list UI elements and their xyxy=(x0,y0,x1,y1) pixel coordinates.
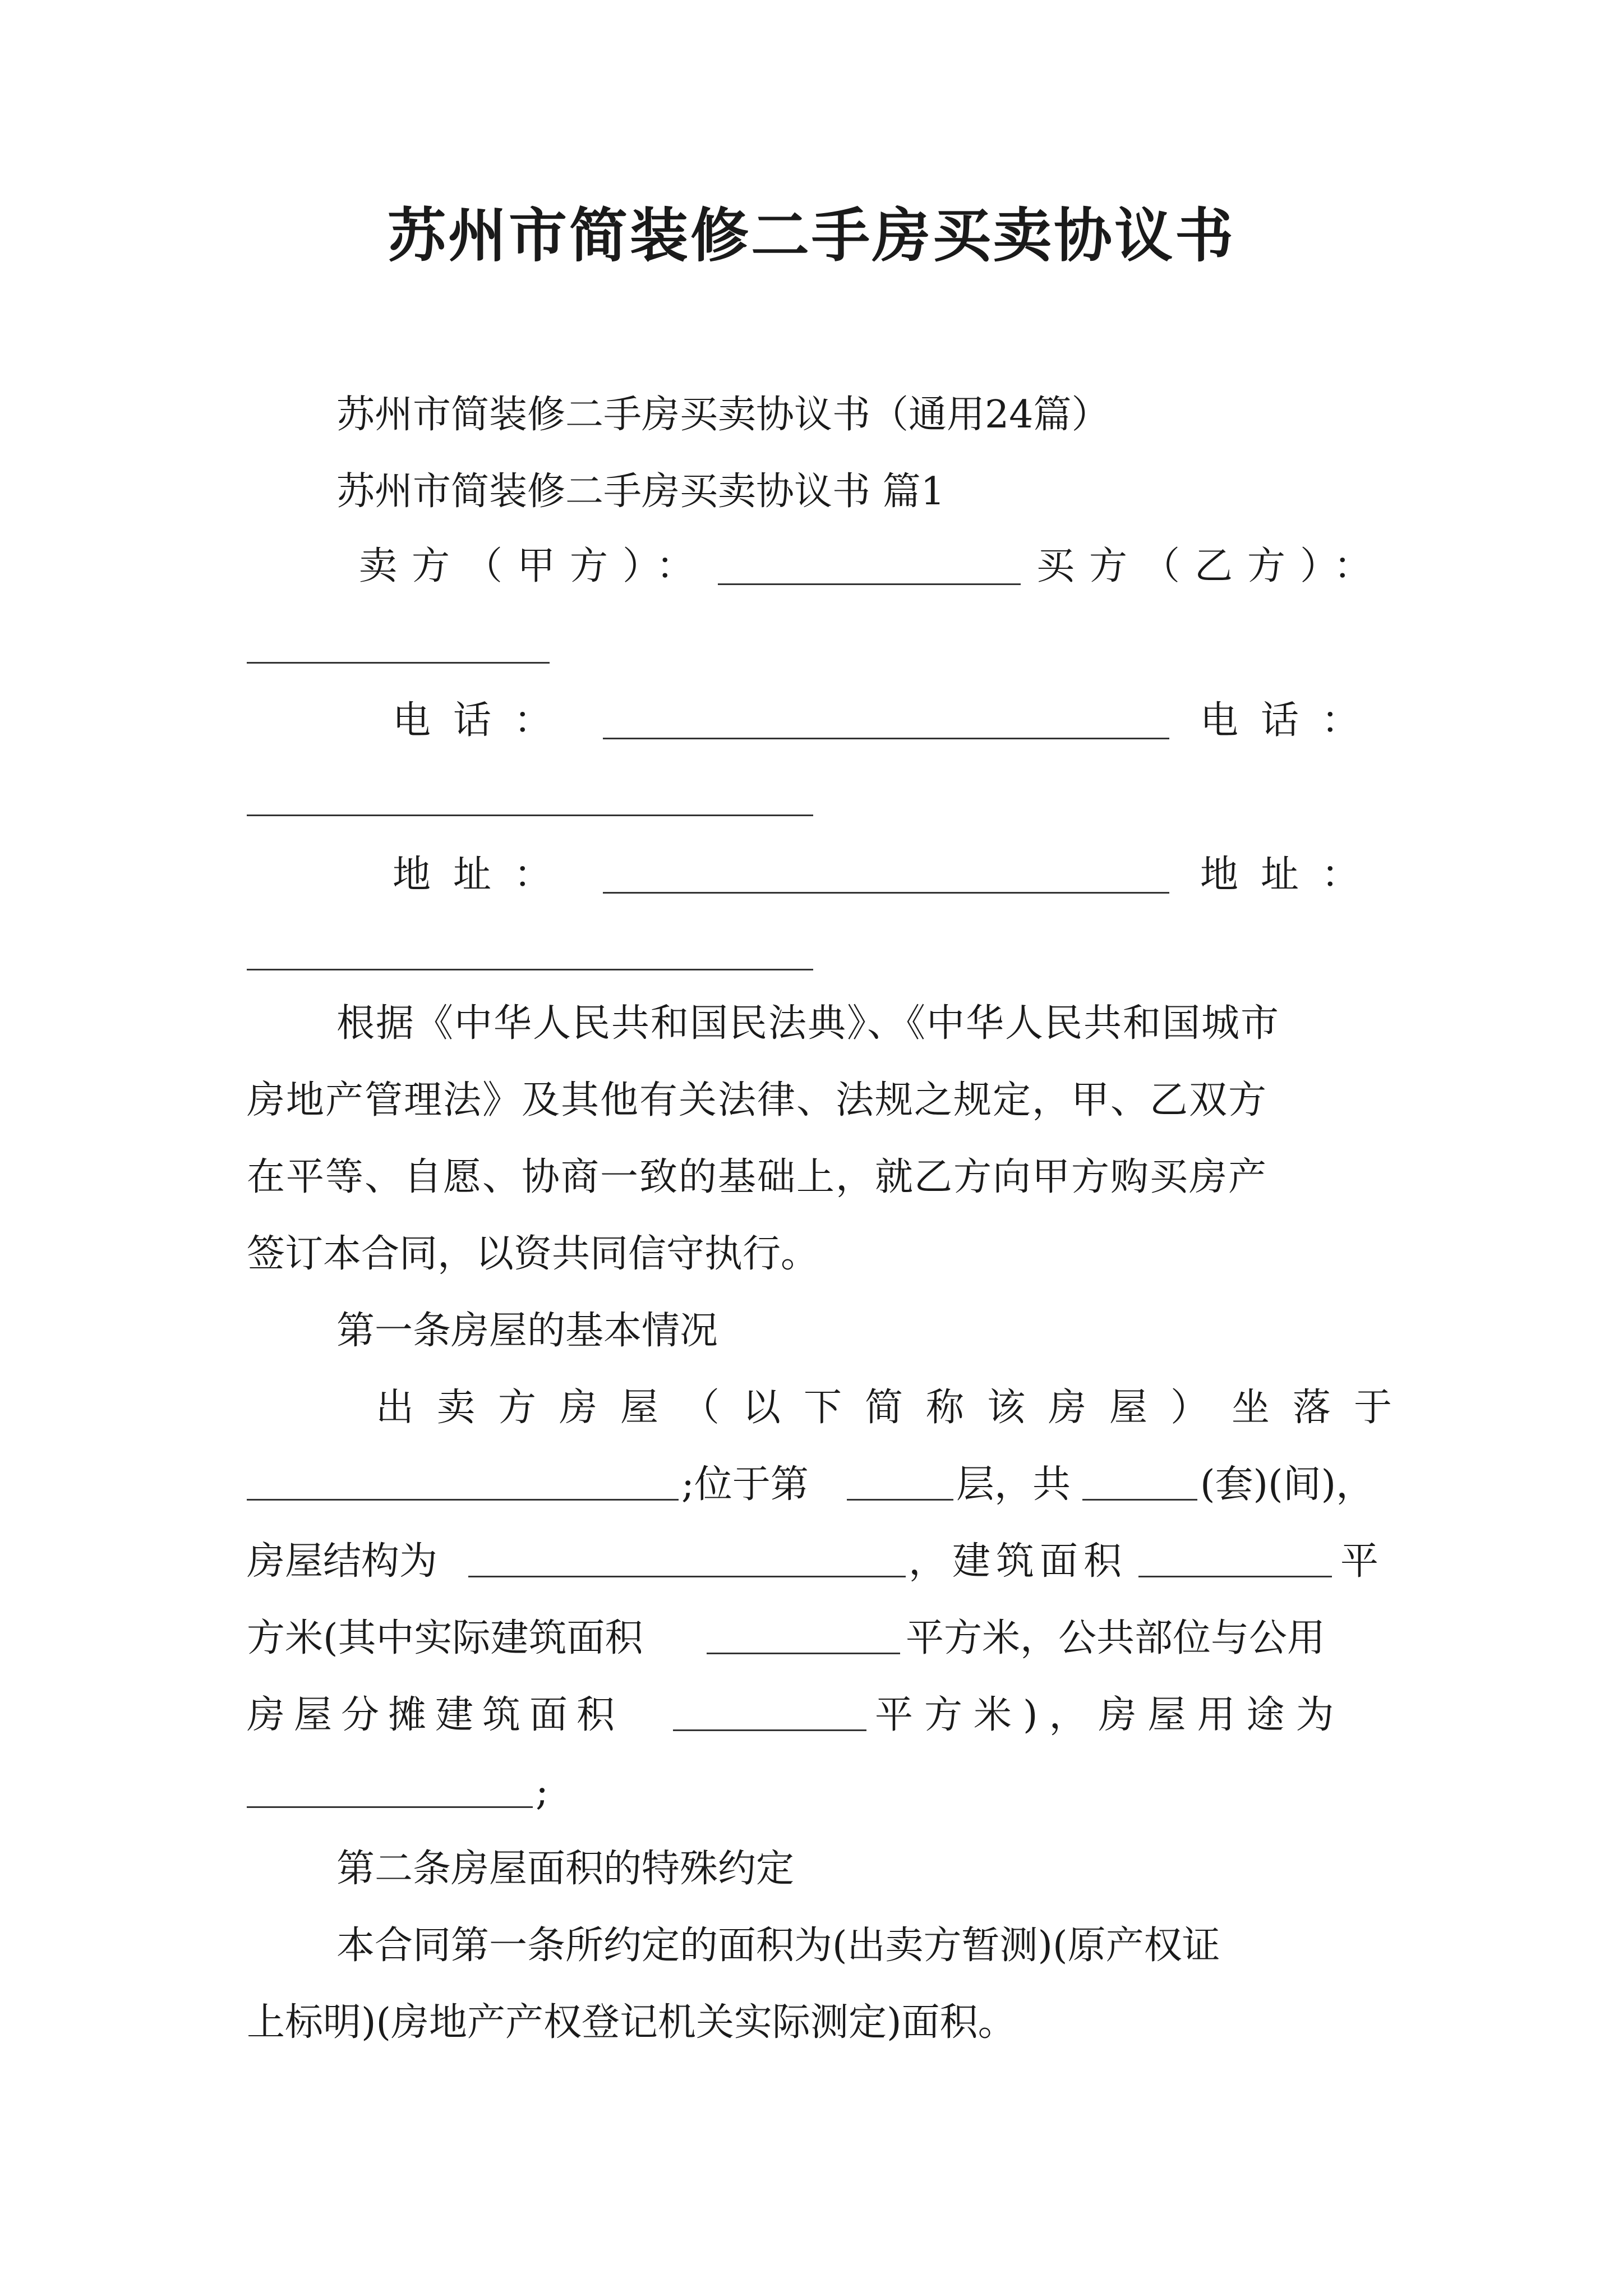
article-2-heading: 第二条房屋面积的特殊约定 xyxy=(336,1847,795,1891)
floor-blank xyxy=(847,1499,953,1501)
section-heading: 苏州市简装修二手房买卖协议书 篇1 xyxy=(336,470,945,514)
actual-area-blank xyxy=(707,1653,900,1654)
seller-name-blank xyxy=(718,583,1021,585)
article-1-line-2b: 层，共 xyxy=(956,1462,1071,1507)
preamble-line-4: 签订本合同，以资共同信守执行。 xyxy=(247,1232,819,1276)
article-1-line-5b-text: 平方米)，房屋用途为 xyxy=(875,1693,1345,1737)
document-subtitle: 苏州市简装修二手房买卖协议书（通用24篇） xyxy=(336,393,1110,437)
location-blank xyxy=(247,1499,679,1501)
article-2-line-1: 本合同第一条所约定的面积为(出卖方暂测)(原产权证 xyxy=(336,1924,1220,1968)
preamble-line-2: 房地产管理法》及其他有关法律、法规之规定，甲、乙双方 xyxy=(247,1078,1268,1122)
total-floors-blank xyxy=(1082,1499,1197,1501)
usage-blank xyxy=(247,1806,533,1808)
buyer-address-label: 地址： xyxy=(1200,853,1382,897)
structure-blank xyxy=(468,1576,906,1577)
buyer-name-blank xyxy=(247,662,550,664)
floor-area-blank xyxy=(1138,1576,1332,1577)
seller-address-label: 地址： xyxy=(393,853,575,897)
article-1-line-4a: 方米(其中实际建筑面积 xyxy=(247,1616,643,1660)
article-1-line-2a: ;位于第 xyxy=(681,1462,809,1507)
seller-phone-label: 电话： xyxy=(393,698,575,743)
buyer-address-blank xyxy=(247,969,813,970)
article-1-line-4b: 平方米，公共部位与公用 xyxy=(906,1616,1326,1660)
seller-address-blank xyxy=(603,892,1169,894)
preamble-line-1: 根据《中华人民共和国民法典》、《中华人民共和国城市 xyxy=(336,1001,1280,1046)
buyer-phone-blank xyxy=(247,815,813,816)
article-1-line-2c: (套)(间)， xyxy=(1200,1462,1375,1507)
document-title: 苏州市简装修二手房买卖协议书 xyxy=(387,201,1235,270)
buyer-label: 买方（乙方）： xyxy=(1036,544,1387,588)
buyer-phone-label: 电话： xyxy=(1200,698,1382,743)
article-1-line-3b: ，建筑面积 xyxy=(909,1539,1128,1584)
article-1-line-6: ; xyxy=(536,1770,548,1814)
shared-area-blank xyxy=(673,1729,866,1731)
seller-phone-blank xyxy=(603,738,1169,739)
article-1-line-5a: 房屋分摊建筑面积 xyxy=(247,1693,624,1737)
article-1-line-1: 出卖方房屋（以下简称该房屋）坐落于 xyxy=(376,1386,1415,1430)
preamble-line-3: 在平等、自愿、协商一致的基础上，就乙方向甲方购买房产 xyxy=(247,1155,1268,1199)
article-1-line-3a: 房屋结构为 xyxy=(247,1539,438,1584)
article-2-line-2: 上标明)(房地产产权登记机关实际测定)面积。 xyxy=(247,2000,1016,2045)
article-1-line-3c: 平 xyxy=(1340,1539,1379,1584)
seller-label: 卖方（甲方）： xyxy=(359,544,709,588)
article-1-heading: 第一条房屋的基本情况 xyxy=(336,1309,718,1353)
